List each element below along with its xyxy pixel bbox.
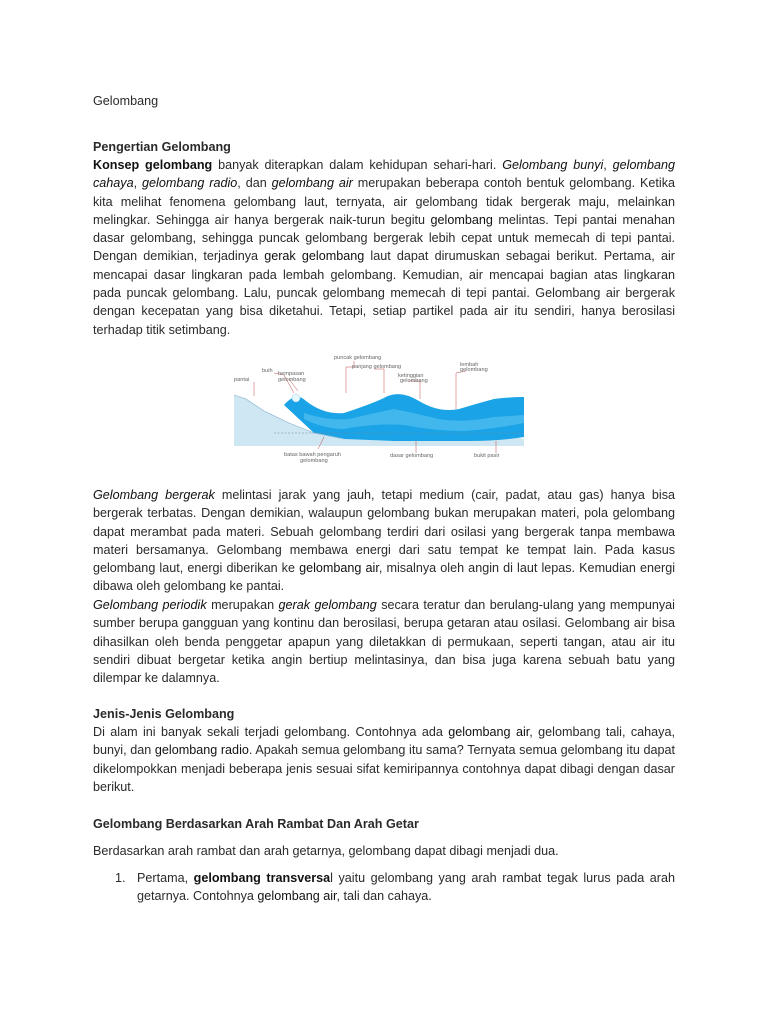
text-run: gelombang transversa (193, 871, 331, 885)
label-lembah-2: gelombang (460, 367, 488, 373)
label-buih: buih (262, 368, 273, 374)
list-item (93, 869, 675, 906)
text-run: gelombang air (257, 889, 337, 904)
text-run: gelombang radio (142, 176, 238, 191)
text-run: , (133, 176, 143, 191)
text-run: gelombang air (271, 176, 353, 191)
section-heading-pengertian: Pengertian Gelombang (93, 140, 231, 154)
text-run: Pertama, (137, 871, 194, 885)
paragraph-gelombang-bergerak (93, 486, 675, 596)
text-run: Gelombang periodik (93, 598, 207, 612)
text-run: melintasi jarak yang jauh, tetapi medium (cair, padat, atau gas) hanya bisa bergerak terbatas. Dengan demikian, walaupun gelombang bukan merupakan materi, pola gelombang dapat merambat pada materi. Sebuah gelombang terdiri dari osilasi yang bergerak tanpa membawa materi bersamanya. Gelombang membawa energi dari satu tempat ke tempat lain. Pada kasus gelombang laut, energi diberikan ke (93, 488, 675, 576)
text-run: gelombang air (299, 561, 379, 576)
text-run: , (603, 158, 613, 172)
text-run: gelombang air (448, 725, 530, 739)
text-run: gerak gelombang (264, 249, 365, 264)
text-run: Gelombang bergerak (93, 488, 215, 502)
text-run: merupakan beberapa contoh bentuk gelombang. Ketika kita melihat fenomena gelombang laut, ternyata, air gelombang tidak bergerak maju, melainkan melingkar. Sehingga air hanya bergerak naik-turun begitu (93, 176, 676, 227)
list-item-number: 1. (115, 871, 126, 885)
wave-diagram (234, 353, 534, 473)
label-batas-2: gelombang (300, 458, 328, 464)
label-pantai: pantai (234, 377, 250, 383)
text-run: gelombang cahaya (93, 158, 675, 191)
label-ketinggian-1: ketinggian (398, 373, 424, 379)
text-run: laut dapat dirumuskan sebagai berikut. Pertama, air mencapai dasar lingkaran pada lembah gelombang. Kemudian, air mencapai bagian atas lingkaran pada puncak gelombang. Lalu, puncak gelombang memecah di tepi pantai. Gelombang air bergerak dengan kecepatan yang bisa diketahui. Tetapi, setiap partikel pada air itu sendiri, hanya berosilasi terhadap titik setimbang. (93, 249, 675, 337)
text-run: gerak gelombang (278, 598, 377, 612)
text-run: , misalnya oleh angin di laut lepas. Kemudian energi dibawa oleh gelombang ke pantai. (93, 561, 675, 594)
text-run: merupakan (206, 598, 279, 612)
text-run: l yaitu gelombang yang arah rambat tegak lurus pada arah getarnya. Contohnya (137, 871, 675, 904)
text-run: , dan (237, 176, 272, 191)
text-run: melintas. Tepi pantai menahan dasar gelombang, sehingga puncak gelombang bergerak lebih cepat untuk memecah di tepi pantai. Dengan demikian, terjadinya (93, 212, 675, 264)
section-heading-arah: Gelombang Berdasarkan Arah Rambat Dan Arah Getar (93, 817, 419, 831)
label-batas-1: batas bawah pengaruh (284, 452, 341, 458)
list-jenis-arah (93, 869, 675, 906)
paragraph-jenis (93, 723, 675, 796)
text-run: , gelombang tali, cahaya, bunyi, dan (93, 725, 675, 758)
text-run: gelombang (430, 212, 493, 227)
label-hempasan-2: gelombang (278, 377, 306, 383)
label-bukit: bukit pasir (474, 453, 500, 459)
label-puncak: puncak gelombang (334, 355, 382, 361)
paragraph-gelombang-periodik (93, 596, 675, 687)
label-ketinggian-2: gelombang (400, 378, 428, 384)
label-panjang: panjang gelombang (352, 364, 402, 370)
label-lembah-1: lembah (460, 362, 479, 368)
text-run: Gelombang bunyi (502, 158, 604, 172)
foam (292, 394, 300, 402)
label-hempasan-1: hempasan (278, 371, 305, 377)
text-run: , tali dan cahaya. (336, 889, 432, 904)
text-run: banyak diterapkan dalam kehidupan sehari-hari. (212, 158, 503, 172)
section-heading-jenis: Jenis-Jenis Gelombang (93, 707, 235, 721)
paragraph-pengertian (93, 156, 675, 339)
text-run: Konsep gelombang (93, 158, 213, 172)
text-run: gelombang radio (154, 743, 249, 758)
label-dasar: dasar gelombang (390, 453, 434, 459)
list-item-text (137, 871, 675, 903)
text-run: secara teratur dan berulang-ulang yang mempunyai sumber berupa gangguan yang kontinu dan berosilasi, berupa getaran atau osilasi. Gelombang air bisa dihasilkan oleh benda penggetar apapun yang diletakkan di permukaan, seperti tangan, atau air itu sendiri dibuat bergetar ketika angin bertiup melintasinya, dan bisa juga karena sebuah batu yang dilempar ke dalamnya. (93, 598, 675, 686)
document-title: Gelombang (93, 94, 159, 108)
text-run: . Apakah semua gelombang itu sama? Ternyata semua gelombang itu dapat dikelompokkan menjadi beberapa jenis sesuai sifat kemiripannya contohnya dapat dibagi dengan dasar berikut. (93, 743, 675, 794)
text-run: Di alam ini banyak sekali terjadi gelombang. Contohnya ada (93, 725, 449, 739)
paragraph-arah: Berdasarkan arah rambat dan arah getarnya, gelombang dapat dibagi menjadi dua. (93, 844, 559, 858)
